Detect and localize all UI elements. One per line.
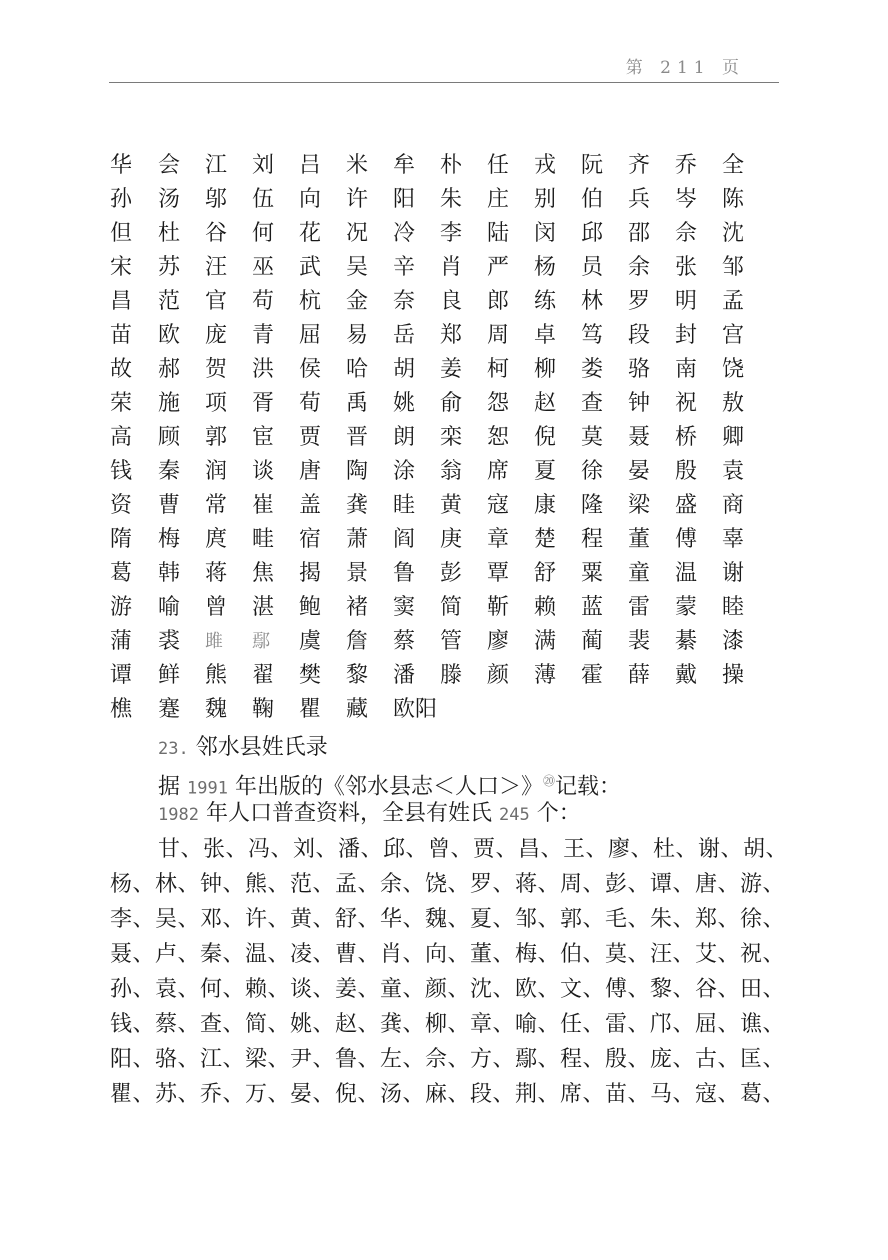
- grid-cell: 苟: [252, 289, 275, 314]
- grid-cell: 郑: [440, 323, 463, 348]
- grid-cell: 郝: [158, 357, 181, 382]
- grid-cell: 别: [534, 187, 557, 212]
- grid-cell: 孟: [722, 289, 745, 314]
- census-year: 1982: [158, 805, 199, 825]
- grid-cell: 谷: [205, 221, 228, 246]
- grid-cell: 沈: [722, 221, 745, 246]
- grid-cell: 庞: [205, 323, 228, 348]
- grid-cell: 焦: [252, 561, 275, 586]
- section-title: 邻水县姓氏录: [195, 735, 328, 760]
- grid-cell: 余: [628, 255, 651, 280]
- section-heading: [158, 734, 328, 763]
- grid-cell: 柯: [487, 357, 510, 382]
- grid-cell: 龚: [346, 493, 369, 518]
- grid-cell: 齐: [628, 153, 651, 178]
- source-prefix: 据: [158, 774, 181, 800]
- grid-cell: 员: [581, 255, 604, 280]
- grid-cell: 罗: [628, 289, 651, 314]
- source-end: 记载：: [555, 774, 622, 800]
- grid-cell: 米: [346, 153, 369, 178]
- grid-cell: 商: [722, 493, 745, 518]
- grid-cell: 席: [487, 459, 510, 484]
- grid-cell: 韩: [158, 561, 181, 586]
- grid-cell: 戎: [534, 153, 557, 178]
- grid-cell: 汤: [158, 187, 181, 212]
- grid-cell: 巫: [252, 255, 275, 280]
- grid-cell: 武: [299, 255, 322, 280]
- grid-cell: 瞿: [299, 697, 322, 722]
- grid-cell: 熊: [205, 663, 228, 688]
- grid-cell: 樵: [110, 697, 133, 722]
- grid-cell: 伍: [252, 187, 275, 212]
- grid-cell: 裘: [158, 629, 181, 654]
- grid-cell: 汪: [205, 255, 228, 280]
- grid-cell: 粟: [581, 561, 604, 586]
- grid-cell: 翟: [252, 663, 275, 688]
- grid-cell: 聂: [628, 425, 651, 450]
- grid-cell: 阎: [393, 527, 416, 552]
- grid-cell: 花: [299, 221, 322, 246]
- grid-cell: 阮: [581, 153, 604, 178]
- grid-cell: 戴: [675, 663, 698, 688]
- source-year: 1991: [187, 778, 228, 799]
- grid-cell: 程: [581, 527, 604, 552]
- grid-cell: 黎: [346, 663, 369, 688]
- grid-cell: 鲁: [393, 561, 416, 586]
- grid-cell: 范: [158, 289, 181, 314]
- grid-cell: 鲜: [158, 663, 181, 688]
- grid-cell: 怨: [487, 391, 510, 416]
- grid-cell: 董: [628, 527, 651, 552]
- grid-cell: 睦: [722, 595, 745, 620]
- grid-cell: 欧阳: [393, 697, 438, 722]
- grid-cell: 潘: [393, 663, 416, 688]
- grid-cell: 陶: [346, 459, 369, 484]
- grid-cell: 谈: [252, 459, 275, 484]
- grid-cell: 娄: [581, 357, 604, 382]
- grid-cell: 奈: [393, 289, 416, 314]
- grid-cell: 詹: [346, 629, 369, 654]
- grid-cell: 岳: [393, 323, 416, 348]
- grid-cell: 资: [110, 493, 133, 518]
- grid-cell: 封: [675, 323, 698, 348]
- grid-cell: 乔: [675, 153, 698, 178]
- grid-cell: 兵: [628, 187, 651, 212]
- grid-cell: 金: [346, 289, 369, 314]
- grid-cell: 倪: [534, 425, 557, 450]
- grid-cell: 易: [346, 323, 369, 348]
- footnote-marker: ⑳: [542, 774, 555, 788]
- grid-cell: 蹇: [158, 697, 181, 722]
- grid-cell: 洪: [252, 357, 275, 382]
- grid-cell: 邬: [205, 187, 228, 212]
- grid-cell: 佘: [675, 221, 698, 246]
- grid-cell: 鲍: [299, 595, 322, 620]
- grid-cell: 殷: [675, 459, 698, 484]
- grid-cell: 练: [534, 289, 557, 314]
- grid-cell: 辜: [722, 527, 745, 552]
- grid-cell: 润: [205, 459, 228, 484]
- grid-cell: 林: [581, 289, 604, 314]
- grid-cell: 蒙: [675, 595, 698, 620]
- grid-cell: 卓: [534, 323, 557, 348]
- grid-cell: 良: [440, 289, 463, 314]
- grid-cell: 吕: [299, 153, 322, 178]
- grid-cell: 蔺: [581, 629, 604, 654]
- grid-cell: 桥: [675, 425, 698, 450]
- grid-cell: 庄: [487, 187, 510, 212]
- grid-cell: 项: [205, 391, 228, 416]
- grid-cell: 隋: [110, 527, 133, 552]
- grid-cell: 钟: [628, 391, 651, 416]
- source-rest: 年出版的《邻水县志＜人口＞》: [234, 774, 543, 800]
- grid-cell: 晋: [346, 425, 369, 450]
- grid-cell: 翁: [440, 459, 463, 484]
- grid-cell: 揭: [299, 561, 322, 586]
- grid-cell: 康: [534, 493, 557, 518]
- grid-cell: 周: [487, 323, 510, 348]
- grid-cell: 梅: [158, 527, 181, 552]
- grid-cell: 黄: [440, 493, 463, 518]
- grid-cell: 青: [252, 323, 275, 348]
- grid-cell: 朱: [440, 187, 463, 212]
- grid-cell: 闵: [534, 221, 557, 246]
- grid-cell: 彭: [440, 561, 463, 586]
- surname-list-line: 李、吴、邓、许、黄、舒、华、魏、夏、邹、郭、毛、朱、郑、徐、: [110, 907, 786, 932]
- grid-cell: 刘: [252, 153, 275, 178]
- grid-cell: 葛: [110, 561, 133, 586]
- grid-cell: 舒: [534, 561, 557, 586]
- grid-cell: 蓝: [581, 595, 604, 620]
- grid-cell: 覃: [487, 561, 510, 586]
- grid-cell: 庚: [440, 527, 463, 552]
- grid-cell: 吴: [346, 255, 369, 280]
- source-line: [158, 767, 621, 802]
- grid-cell: 杜: [158, 221, 181, 246]
- grid-cell: 卿: [722, 425, 745, 450]
- grid-cell: 邱: [581, 221, 604, 246]
- grid-cell: 冷: [393, 221, 416, 246]
- grid-cell: 薛: [628, 663, 651, 688]
- grid-cell: 侯: [299, 357, 322, 382]
- grid-cell: 操: [722, 663, 745, 688]
- grid-cell: 姜: [440, 357, 463, 382]
- surname-list-line: 孙、袁、何、赖、谈、姜、童、颜、沈、欧、文、傅、黎、谷、田、: [110, 977, 786, 1002]
- grid-cell: 蒋: [205, 561, 228, 586]
- grid-cell: 秦: [158, 459, 181, 484]
- grid-cell: 钱: [110, 459, 133, 484]
- census-end: 个：: [536, 801, 581, 826]
- grid-cell: 寇: [487, 493, 510, 518]
- grid-cell: 郎: [487, 289, 510, 314]
- grid-cell: 屈: [299, 323, 322, 348]
- grid-cell: 畦: [252, 527, 275, 552]
- grid-cell: 滕: [440, 663, 463, 688]
- grid-cell: 辛: [393, 255, 416, 280]
- grid-cell: 苗: [110, 323, 133, 348]
- grid-cell: 梁: [628, 493, 651, 518]
- grid-cell: 赖: [534, 595, 557, 620]
- grid-cell: 敖: [722, 391, 745, 416]
- grid-cell: 江: [205, 153, 228, 178]
- grid-cell: 景: [346, 561, 369, 586]
- grid-cell: 曾: [205, 595, 228, 620]
- grid-cell: 漆: [722, 629, 745, 654]
- grid-cell: 严: [487, 255, 510, 280]
- grid-cell: 全: [722, 153, 745, 178]
- grid-cell: 骆: [628, 357, 651, 382]
- section-number: 23.: [158, 739, 189, 759]
- grid-cell: 温: [675, 561, 698, 586]
- grid-cell: 靳: [487, 595, 510, 620]
- grid-cell: 宿: [299, 527, 322, 552]
- grid-cell: 杭: [299, 289, 322, 314]
- grid-cell: 薄: [534, 663, 557, 688]
- grid-cell: 禹: [346, 391, 369, 416]
- grid-cell: 祝: [675, 391, 698, 416]
- grid-cell: 姚: [393, 391, 416, 416]
- grid-cell: 高: [110, 425, 133, 450]
- grid-cell: 明: [675, 289, 698, 314]
- grid-cell: 游: [110, 595, 133, 620]
- grid-cell: 华: [110, 153, 133, 178]
- grid-cell: 傅: [675, 527, 698, 552]
- grid-cell: 宋: [110, 255, 133, 280]
- grid-cell: 宫: [722, 323, 745, 348]
- grid-cell: 邵: [628, 221, 651, 246]
- grid-cell: 霍: [581, 663, 604, 688]
- grid-cell: 莫: [581, 425, 604, 450]
- grid-cell: 赵: [534, 391, 557, 416]
- grid-cell: 唐: [299, 459, 322, 484]
- grid-cell: 藏: [346, 697, 369, 722]
- grid-cell: 故: [110, 357, 133, 382]
- grid-cell: 昌: [110, 289, 133, 314]
- grid-cell: 任: [487, 153, 510, 178]
- grid-cell: 常: [205, 493, 228, 518]
- grid-cell: 童: [628, 561, 651, 586]
- surname-list-line: 瞿、苏、乔、万、晏、倪、汤、麻、段、荆、席、苗、马、寇、葛、: [110, 1082, 786, 1107]
- grid-cell: 谢: [722, 561, 745, 586]
- census-line: [158, 800, 581, 829]
- grid-cell: 綦: [675, 629, 698, 654]
- grid-cell: 盖: [299, 493, 322, 518]
- grid-cell: 宦: [252, 425, 275, 450]
- grid-cell: 李: [440, 221, 463, 246]
- grid-cell: 阳: [393, 187, 416, 212]
- page-number: 第 211 页: [625, 58, 745, 78]
- census-mid: 年人口普查资料，全县有姓氏: [205, 801, 492, 826]
- grid-cell: 笃: [581, 323, 604, 348]
- grid-cell: 但: [110, 221, 133, 246]
- grid-cell: 晏: [628, 459, 651, 484]
- grid-cell: 褚: [346, 595, 369, 620]
- grid-cell: 虞: [299, 629, 322, 654]
- surname-list-line: 阳、骆、江、梁、尹、鲁、左、佘、方、鄢、程、殷、庞、古、匡、: [110, 1047, 786, 1072]
- grid-cell: 陆: [487, 221, 510, 246]
- grid-cell: 贾: [299, 425, 322, 450]
- grid-cell: 满: [534, 629, 557, 654]
- grid-cell: 况: [346, 221, 369, 246]
- grid-cell: 俞: [440, 391, 463, 416]
- grid-cell: 何: [252, 221, 275, 246]
- grid-cell: 岑: [675, 187, 698, 212]
- grid-cell: 施: [158, 391, 181, 416]
- grid-cell: 苏: [158, 255, 181, 280]
- grid-cell: 孙: [110, 187, 133, 212]
- grid-cell: 荀: [299, 391, 322, 416]
- grid-cell: 雷: [628, 595, 651, 620]
- grid-cell: 饶: [722, 357, 745, 382]
- grid-cell: 夏: [534, 459, 557, 484]
- grid-cell: 胥: [252, 391, 275, 416]
- grid-cell: 胡: [393, 357, 416, 382]
- grid-cell: 南: [675, 357, 698, 382]
- grid-cell: 樊: [299, 663, 322, 688]
- grid-cell: 官: [205, 289, 228, 314]
- grid-cell: 眭: [393, 493, 416, 518]
- grid-cell: 鞠: [252, 697, 275, 722]
- grid-cell: 颜: [487, 663, 510, 688]
- grid-cell: 肖: [440, 255, 463, 280]
- grid-cell: 庹: [205, 527, 228, 552]
- surname-list-line: 甘、张、冯、刘、潘、邱、曾、贾、昌、王、廖、杜、谢、胡、: [158, 837, 789, 862]
- surname-list-line: 聂、卢、秦、温、凌、曹、肖、向、董、梅、伯、莫、汪、艾、祝、: [110, 942, 786, 967]
- grid-cell: 鄢: [252, 631, 270, 652]
- grid-cell: 徐: [581, 459, 604, 484]
- grid-cell: 湛: [252, 595, 275, 620]
- grid-cell: 欧: [158, 323, 181, 348]
- grid-cell: 栾: [440, 425, 463, 450]
- grid-cell: 郭: [205, 425, 228, 450]
- grid-cell: 朗: [393, 425, 416, 450]
- grid-cell: 楚: [534, 527, 557, 552]
- grid-cell: 杨: [534, 255, 557, 280]
- grid-cell: 魏: [205, 697, 228, 722]
- grid-cell: 邹: [722, 255, 745, 280]
- grid-cell: 蒲: [110, 629, 133, 654]
- grid-cell: 盛: [675, 493, 698, 518]
- grid-cell: 陈: [722, 187, 745, 212]
- grid-cell: 牟: [393, 153, 416, 178]
- grid-cell: 窦: [393, 595, 416, 620]
- grid-cell: 会: [158, 153, 181, 178]
- grid-cell: 顾: [158, 425, 181, 450]
- grid-cell: 蔡: [393, 629, 416, 654]
- grid-cell: 曹: [158, 493, 181, 518]
- grid-cell: 朴: [440, 153, 463, 178]
- census-count: 245: [498, 805, 530, 825]
- grid-cell: 恕: [487, 425, 510, 450]
- surname-list-line: 钱、蔡、查、简、姚、赵、龚、柳、章、喻、任、雷、邝、屈、谯、: [110, 1012, 786, 1037]
- grid-cell: 隆: [581, 493, 604, 518]
- grid-cell: 谭: [110, 663, 133, 688]
- grid-cell: 袁: [722, 459, 745, 484]
- grid-cell: 管: [440, 629, 463, 654]
- grid-cell: 向: [299, 187, 322, 212]
- grid-cell: 章: [487, 527, 510, 552]
- grid-cell: 荣: [110, 391, 133, 416]
- grid-cell: 贺: [205, 357, 228, 382]
- grid-cell: 许: [346, 187, 369, 212]
- grid-cell: 张: [675, 255, 698, 280]
- grid-cell: 段: [628, 323, 651, 348]
- grid-cell: 伯: [581, 187, 604, 212]
- grid-cell: 涂: [393, 459, 416, 484]
- grid-cell: 喻: [158, 595, 181, 620]
- grid-cell: 哈: [346, 357, 369, 382]
- grid-cell: 简: [440, 595, 463, 620]
- grid-cell: 柳: [534, 357, 557, 382]
- surname-list-line: 杨、林、钟、熊、范、孟、余、饶、罗、蒋、周、彭、谭、唐、游、: [110, 872, 786, 897]
- grid-cell: 雎: [205, 631, 223, 652]
- grid-cell: 萧: [346, 527, 369, 552]
- grid-cell: 查: [581, 391, 604, 416]
- grid-cell: 崔: [252, 493, 275, 518]
- grid-cell: 廖: [487, 629, 510, 654]
- grid-cell: 裴: [628, 629, 651, 654]
